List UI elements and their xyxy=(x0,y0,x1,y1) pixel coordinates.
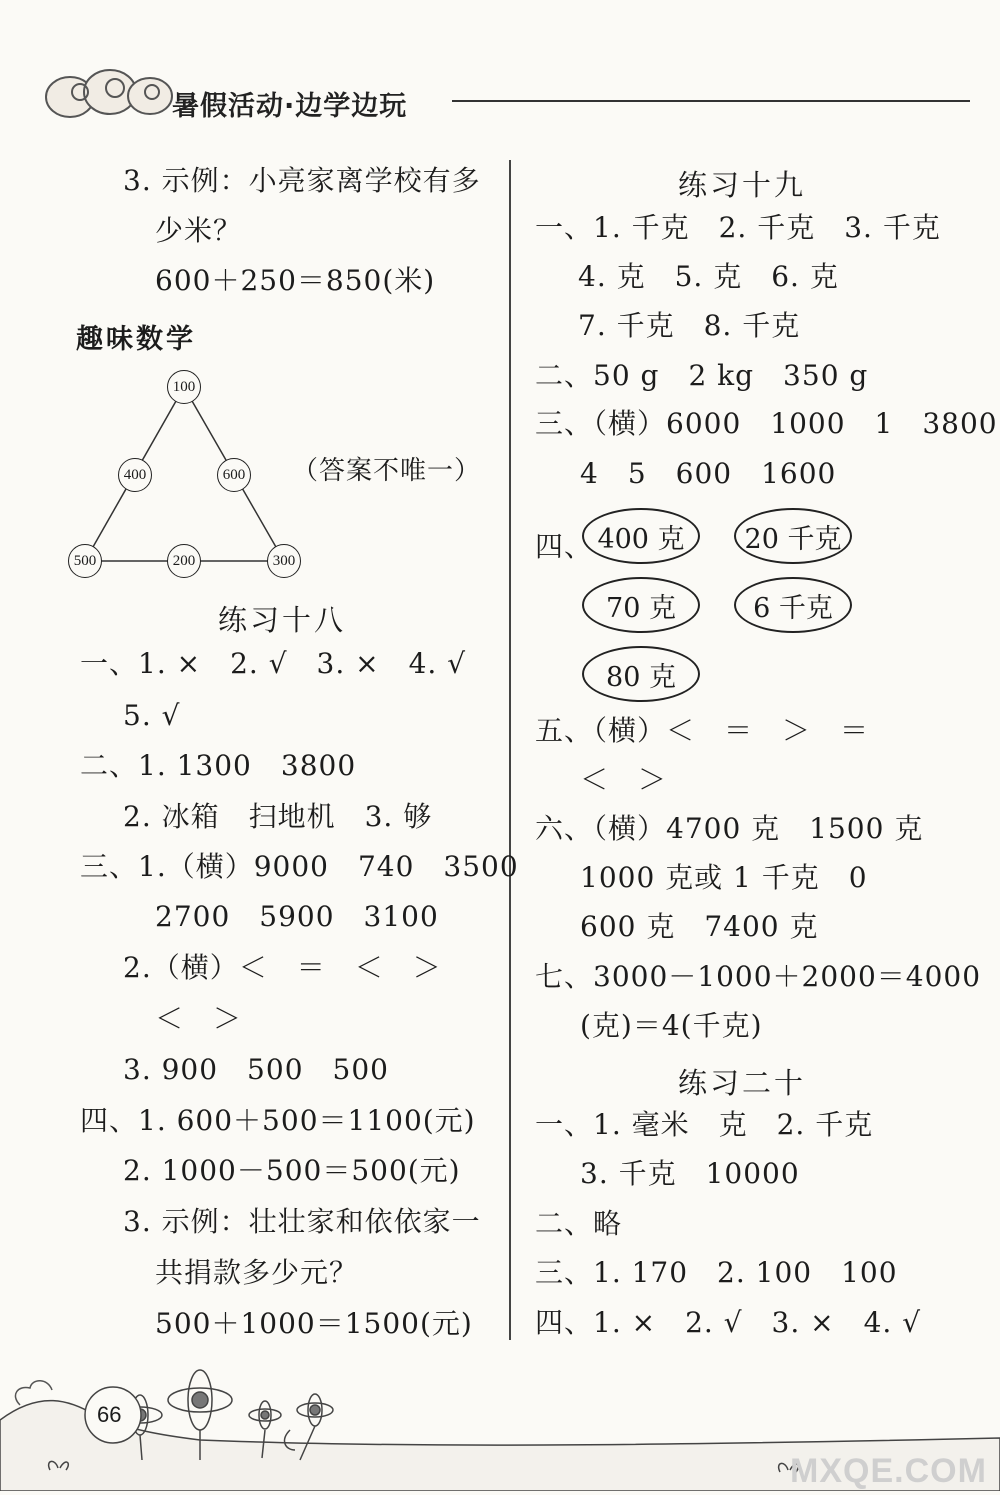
ex18-line: 3. 示例：壮壮家和依依家一 xyxy=(123,1205,481,1238)
node-bottom-mid: 200 xyxy=(167,544,201,578)
answer-oval: 6 千克 xyxy=(734,577,852,633)
ex20-line: 一、1. 毫米 克 2. 千克 xyxy=(535,1108,874,1141)
node-top: 100 xyxy=(167,370,201,404)
q3-line1: 3. 示例：小亮家离学校有多 xyxy=(123,164,481,197)
ex19-line: 二、50 g 2 kg 350 g xyxy=(535,359,869,392)
ex20-line: 三、1. 170 2. 100 100 xyxy=(535,1256,898,1289)
answer-oval: 20 千克 xyxy=(734,508,852,564)
ex20-title: 练习二十 xyxy=(678,1066,807,1100)
ex20-line: 四、1. × 2. √ 3. × 4. √ xyxy=(535,1306,922,1339)
header-decoration xyxy=(40,62,180,122)
ex19-line: 三、（横）6000 1000 1 3800 xyxy=(535,407,998,440)
node-bottom-left: 500 xyxy=(68,544,102,578)
fun-math-title: 趣味数学 xyxy=(76,324,196,355)
q4-label: 四、 xyxy=(535,530,594,563)
answer-note: （答案不唯一） xyxy=(292,456,482,486)
column-divider xyxy=(509,160,511,1340)
ex18-title: 练习十八 xyxy=(218,603,347,637)
ex20-line: 二、略 xyxy=(535,1207,623,1240)
ex19b-line: 七、3000－1000＋2000＝4000 xyxy=(535,960,982,993)
ex18-line: 二、1. 1300 3800 xyxy=(80,749,357,782)
page-number: 66 xyxy=(97,1402,122,1427)
ex18-line: 四、1. 600＋500＝1100(元) xyxy=(80,1104,476,1137)
ex19b-line: (克)＝4(千克) xyxy=(580,1009,763,1042)
ex19-line: 4 5 600 1600 xyxy=(580,457,837,490)
ex19b-line: ＜ ＞ xyxy=(580,763,668,796)
header-rule xyxy=(452,100,970,102)
ex19-line: 7. 千克 8. 千克 xyxy=(578,309,801,342)
ex19b-line: 1000 克或 1 千克 0 xyxy=(580,861,868,894)
node-bottom-right: 300 xyxy=(267,544,301,578)
ex18-line: 2.（横）＜ ＝ ＜ ＞ xyxy=(123,951,442,984)
triangle-diagram xyxy=(60,365,320,585)
node-left-mid: 400 xyxy=(118,458,152,492)
q3-formula: 600＋250＝850(米) xyxy=(155,264,436,297)
ex18-line: 2. 冰箱 扫地机 3. 够 xyxy=(123,800,433,833)
ex18-line: 2. 1000－500＝500(元) xyxy=(123,1154,461,1187)
ex18-line: 3. 900 500 500 xyxy=(123,1053,389,1086)
ex19-line: 一、1. 千克 2. 千克 3. 千克 xyxy=(535,211,941,244)
ex18-line: 一、1. × 2. √ 3. × 4. √ xyxy=(80,647,467,680)
answer-oval: 400 克 xyxy=(582,508,700,564)
ex19b-line: 五、（横）＜ ＝ ＞ ＝ xyxy=(535,714,870,747)
ex18-line: 5. √ xyxy=(123,699,181,732)
ex18-line: 500＋1000＝1500(元) xyxy=(155,1307,473,1340)
ex18-line: 三、1.（横）9000 740 3500 xyxy=(80,850,519,883)
ex19b-line: 600 克 7400 克 xyxy=(580,910,819,943)
cloud-icon xyxy=(40,62,180,122)
ex19-line: 4. 克 5. 克 6. 克 xyxy=(578,260,839,293)
ex18-line: 2700 5900 3100 xyxy=(155,900,439,933)
watermark: MXQE.COM xyxy=(790,1452,987,1490)
answer-oval: 70 克 xyxy=(582,577,700,633)
q3-line2: 少米？ xyxy=(155,214,243,247)
ex20-line: 3. 千克 10000 xyxy=(580,1157,800,1190)
footer-decoration xyxy=(0,1360,1000,1491)
ex19-title: 练习十九 xyxy=(678,168,807,202)
node-right-mid: 600 xyxy=(217,458,251,492)
ex18-line: ＜ ＞ xyxy=(155,1002,243,1035)
answer-oval: 80 克 xyxy=(582,646,700,702)
header-title: 暑假活动·边学边玩 xyxy=(172,91,408,122)
ex18-line: 共捐款多少元？ xyxy=(155,1256,359,1289)
ex19b-line: 六、（横）4700 克 1500 克 xyxy=(535,812,924,845)
